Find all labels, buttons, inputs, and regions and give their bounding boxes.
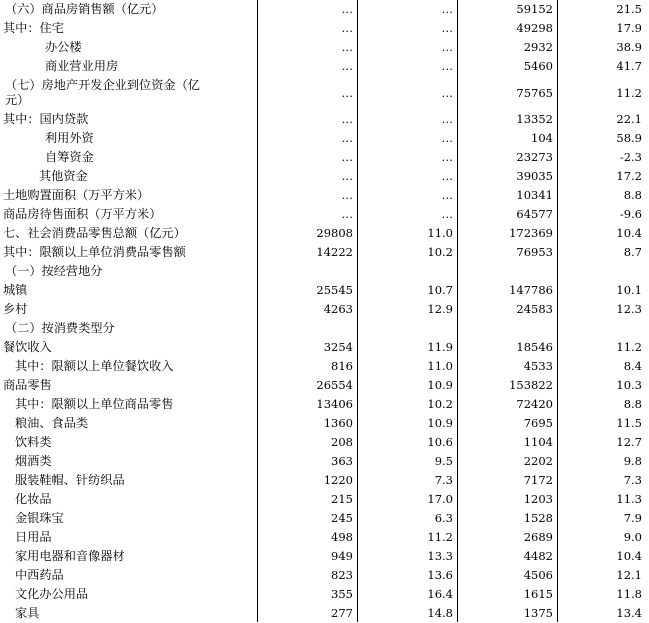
row-value-col3: 1203 bbox=[523, 492, 553, 506]
row-value-col2: … bbox=[441, 40, 453, 54]
row-value-col4: 7.3 bbox=[623, 473, 642, 487]
row-value-col1: … bbox=[341, 59, 353, 73]
row-value-col4: 12.3 bbox=[616, 302, 642, 316]
row-value-col2 bbox=[360, 262, 453, 281]
table-row bbox=[0, 262, 649, 281]
row-value-col4: 38.9 bbox=[616, 40, 642, 54]
row-value-col4: 12.7 bbox=[616, 435, 642, 449]
row-value-col3: 2202 bbox=[523, 454, 553, 468]
row-value-col4: 21.5 bbox=[616, 2, 642, 16]
row-value-col4: 11.8 bbox=[616, 587, 642, 601]
row-value-col1: 498 bbox=[331, 530, 353, 544]
row-value-col2: 11.0 bbox=[427, 359, 453, 373]
row-label: 中西药品 bbox=[15, 568, 64, 582]
row-value-col1: 26554 bbox=[316, 378, 353, 392]
row-value-col1: 14222 bbox=[316, 245, 353, 259]
row-value-col4: 11.2 bbox=[616, 86, 642, 100]
table-row bbox=[0, 76, 649, 110]
row-label: 家具 bbox=[15, 606, 40, 620]
column-divider-3 bbox=[457, 0, 458, 622]
row-value-col1: … bbox=[341, 188, 353, 202]
row-value-col3: 10341 bbox=[516, 188, 553, 202]
row-value-col2: 10.2 bbox=[427, 245, 453, 259]
table-row bbox=[0, 509, 649, 528]
row-value-col3: 24583 bbox=[516, 302, 553, 316]
column-divider-4 bbox=[557, 0, 558, 622]
row-value-col1: 1360 bbox=[323, 416, 353, 430]
row-value-col3: 7695 bbox=[523, 416, 553, 430]
row-label: 利用外资 bbox=[45, 131, 94, 145]
table-row bbox=[0, 38, 649, 57]
row-value-col3: 153822 bbox=[509, 378, 553, 392]
row-value-col2: … bbox=[441, 169, 453, 183]
row-value-col3: 72420 bbox=[516, 397, 553, 411]
row-value-col1 bbox=[260, 262, 353, 281]
row-label: 乡村 bbox=[3, 302, 28, 316]
table-row bbox=[0, 585, 649, 604]
row-value-col1: … bbox=[341, 131, 353, 145]
row-value-col3: 4482 bbox=[523, 549, 553, 563]
row-value-col2: 11.0 bbox=[427, 226, 453, 240]
row-label: 其中：住宅 bbox=[3, 21, 64, 35]
row-value-col4: 11.5 bbox=[616, 416, 642, 430]
row-value-col3 bbox=[460, 319, 553, 338]
row-label: 日用品 bbox=[15, 530, 52, 544]
row-value-col2: … bbox=[441, 2, 453, 16]
row-value-col2: 11.2 bbox=[427, 530, 453, 544]
row-value-col1: … bbox=[341, 40, 353, 54]
row-value-col4: 11.3 bbox=[616, 492, 642, 506]
row-value-col2: 14.8 bbox=[427, 606, 453, 620]
table-row bbox=[0, 414, 649, 433]
row-value-col2: … bbox=[441, 188, 453, 202]
table-row bbox=[0, 566, 649, 585]
row-value-col1: 363 bbox=[331, 454, 353, 468]
table-row bbox=[0, 300, 649, 319]
row-value-col2: … bbox=[441, 59, 453, 73]
table-row bbox=[0, 433, 649, 452]
row-value-col1: … bbox=[341, 86, 353, 100]
row-value-col2: 11.9 bbox=[427, 340, 453, 354]
row-value-col3: 104 bbox=[531, 131, 553, 145]
row-value-col3: 2689 bbox=[523, 530, 553, 544]
row-value-col1: 277 bbox=[331, 606, 353, 620]
row-label: 其中：限额以上单位餐饮收入 bbox=[15, 359, 174, 373]
row-label: 粮油、食品类 bbox=[15, 416, 89, 430]
row-value-col3: 64577 bbox=[516, 207, 553, 221]
row-value-col1: 215 bbox=[331, 492, 353, 506]
row-value-col3: 2932 bbox=[523, 40, 553, 54]
row-value-col2: … bbox=[441, 112, 453, 126]
row-label: 服装鞋帽、针纺织品 bbox=[15, 473, 125, 487]
table-row bbox=[0, 357, 649, 376]
row-label: 其中：限额以上单位商品零售 bbox=[15, 397, 174, 411]
table-row bbox=[0, 471, 649, 490]
row-label: 土地购置面积（万平方米） bbox=[3, 188, 150, 202]
table-row bbox=[0, 490, 649, 509]
row-label: 烟酒类 bbox=[15, 454, 52, 468]
row-value-col4: 17.2 bbox=[616, 169, 642, 183]
row-value-col4: 8.8 bbox=[623, 397, 642, 411]
row-value-col4: 41.7 bbox=[616, 59, 642, 73]
row-value-col4: 8.8 bbox=[623, 188, 642, 202]
row-value-col1: 4263 bbox=[323, 302, 353, 316]
row-label: 自筹资金 bbox=[45, 150, 94, 164]
row-value-col4: -2.3 bbox=[619, 150, 642, 164]
row-value-col1 bbox=[260, 319, 353, 338]
row-value-col4 bbox=[560, 262, 642, 281]
row-value-col4: 13.4 bbox=[616, 606, 642, 620]
row-value-col3: 147786 bbox=[509, 283, 553, 297]
row-label: 化妆品 bbox=[15, 492, 52, 506]
row-value-col1: … bbox=[341, 207, 353, 221]
row-value-col4: 10.1 bbox=[616, 283, 642, 297]
table-row bbox=[0, 452, 649, 471]
row-value-col1: 823 bbox=[331, 568, 353, 582]
row-value-col1: 949 bbox=[331, 549, 353, 563]
table-row bbox=[0, 110, 649, 129]
row-value-col4: 7.9 bbox=[623, 511, 642, 525]
table-row bbox=[0, 338, 649, 357]
row-value-col1: 208 bbox=[331, 435, 353, 449]
row-value-col2: … bbox=[441, 207, 453, 221]
table-row bbox=[0, 604, 649, 623]
row-value-col3: 1528 bbox=[523, 511, 553, 525]
row-value-col1: … bbox=[341, 2, 353, 16]
row-value-col1: 816 bbox=[331, 359, 353, 373]
row-value-col2: 17.0 bbox=[427, 492, 453, 506]
table-row bbox=[0, 186, 649, 205]
row-value-col3: 59152 bbox=[516, 2, 553, 16]
table-row bbox=[0, 57, 649, 76]
row-value-col4: 10.3 bbox=[616, 378, 642, 392]
row-value-col2: … bbox=[441, 21, 453, 35]
table-row bbox=[0, 281, 649, 300]
row-value-col3: 39035 bbox=[516, 169, 553, 183]
row-value-col1: … bbox=[341, 150, 353, 164]
row-value-col3: 1615 bbox=[523, 587, 553, 601]
row-label: 其中：国内贷款 bbox=[3, 112, 89, 126]
row-value-col4: 8.7 bbox=[623, 245, 642, 259]
row-value-col2: 9.5 bbox=[434, 454, 453, 468]
row-label: 城镇 bbox=[3, 283, 28, 297]
row-label: 金银珠宝 bbox=[15, 511, 64, 525]
table-row bbox=[0, 19, 649, 38]
row-value-col2: … bbox=[441, 86, 453, 100]
row-value-col3: 172369 bbox=[509, 226, 553, 240]
row-label: 饮料类 bbox=[15, 435, 52, 449]
row-value-col3: 13352 bbox=[516, 112, 553, 126]
row-label: 其他资金 bbox=[39, 169, 88, 183]
row-value-col3: 4506 bbox=[523, 568, 553, 582]
row-value-col1: 3254 bbox=[323, 340, 353, 354]
table-row bbox=[0, 243, 649, 262]
row-value-col4: -9.6 bbox=[619, 207, 642, 221]
row-value-col2: … bbox=[441, 131, 453, 145]
row-value-col1: 13406 bbox=[316, 397, 353, 411]
column-divider-1 bbox=[257, 0, 258, 622]
row-value-col3: 7172 bbox=[523, 473, 553, 487]
row-value-col2 bbox=[360, 319, 453, 338]
row-label: 文化办公用品 bbox=[15, 587, 89, 601]
row-value-col3: 1375 bbox=[523, 606, 553, 620]
row-value-col2: 6.3 bbox=[434, 511, 453, 525]
table-row bbox=[0, 129, 649, 148]
row-value-col2: … bbox=[441, 150, 453, 164]
row-value-col3: 75765 bbox=[516, 86, 553, 100]
row-value-col2: 13.6 bbox=[427, 568, 453, 582]
row-value-col4: 9.0 bbox=[623, 530, 642, 544]
table-row bbox=[0, 0, 649, 19]
row-label: 家用电器和音像器材 bbox=[15, 549, 125, 563]
row-value-col2: 10.9 bbox=[427, 416, 453, 430]
row-value-col4 bbox=[560, 319, 642, 338]
row-value-col1: … bbox=[341, 169, 353, 183]
row-value-col4: 22.1 bbox=[616, 112, 642, 126]
row-label: （七）房地产开发企业到位资金（亿元） bbox=[5, 78, 200, 107]
table-row bbox=[0, 547, 649, 566]
row-value-col2: 10.6 bbox=[427, 435, 453, 449]
row-label: 办公楼 bbox=[45, 40, 82, 54]
row-value-col4: 8.4 bbox=[623, 359, 642, 373]
row-value-col2: 10.2 bbox=[427, 397, 453, 411]
row-value-col3: 18546 bbox=[516, 340, 553, 354]
row-value-col1: 29808 bbox=[316, 226, 353, 240]
row-label: 商品房待售面积（万平方米） bbox=[3, 207, 162, 221]
row-label: （二）按消费类型分 bbox=[5, 321, 115, 335]
row-value-col2: 13.3 bbox=[427, 549, 453, 563]
table-row bbox=[0, 148, 649, 167]
row-value-col2: 10.7 bbox=[427, 283, 453, 297]
row-value-col3: 4533 bbox=[523, 359, 553, 373]
table-row bbox=[0, 224, 649, 243]
table-row bbox=[0, 395, 649, 414]
column-divider-2 bbox=[357, 0, 358, 622]
row-label: 七、社会消费品零售总额（亿元） bbox=[3, 226, 186, 240]
row-value-col3: 5460 bbox=[523, 59, 553, 73]
row-value-col1: … bbox=[341, 112, 353, 126]
row-value-col3: 76953 bbox=[516, 245, 553, 259]
row-value-col1: 245 bbox=[331, 511, 353, 525]
table-row bbox=[0, 376, 649, 395]
row-value-col1: 25545 bbox=[316, 283, 353, 297]
row-value-col4: 11.2 bbox=[616, 340, 642, 354]
row-value-col2: 10.9 bbox=[427, 378, 453, 392]
row-value-col3: 1104 bbox=[523, 435, 553, 449]
row-value-col4: 10.4 bbox=[616, 549, 642, 563]
row-value-col1: … bbox=[341, 21, 353, 35]
row-label: 餐饮收入 bbox=[3, 340, 52, 354]
row-value-col3 bbox=[460, 262, 553, 281]
table-row bbox=[0, 167, 649, 186]
table-row bbox=[0, 319, 649, 338]
row-value-col4: 58.9 bbox=[616, 131, 642, 145]
row-value-col2: 16.4 bbox=[427, 587, 453, 601]
row-value-col4: 10.4 bbox=[616, 226, 642, 240]
row-value-col4: 12.1 bbox=[616, 568, 642, 582]
row-value-col2: 12.9 bbox=[427, 302, 453, 316]
row-label: 其中：限额以上单位消费品零售额 bbox=[3, 245, 186, 259]
row-label: 商业营业用房 bbox=[45, 59, 119, 73]
row-label: 商品零售 bbox=[3, 378, 52, 392]
row-label: （一）按经营地分 bbox=[5, 264, 103, 278]
row-label: （六）商品房销售额（亿元） bbox=[5, 2, 164, 16]
row-value-col3: 23273 bbox=[516, 150, 553, 164]
row-value-col4: 9.8 bbox=[623, 454, 642, 468]
table-row bbox=[0, 205, 649, 224]
table-row bbox=[0, 528, 649, 547]
row-value-col1: 1220 bbox=[323, 473, 353, 487]
row-value-col2: 7.3 bbox=[434, 473, 453, 487]
row-value-col3: 49298 bbox=[516, 21, 553, 35]
row-value-col4: 17.9 bbox=[616, 21, 642, 35]
row-value-col1: 355 bbox=[331, 587, 353, 601]
